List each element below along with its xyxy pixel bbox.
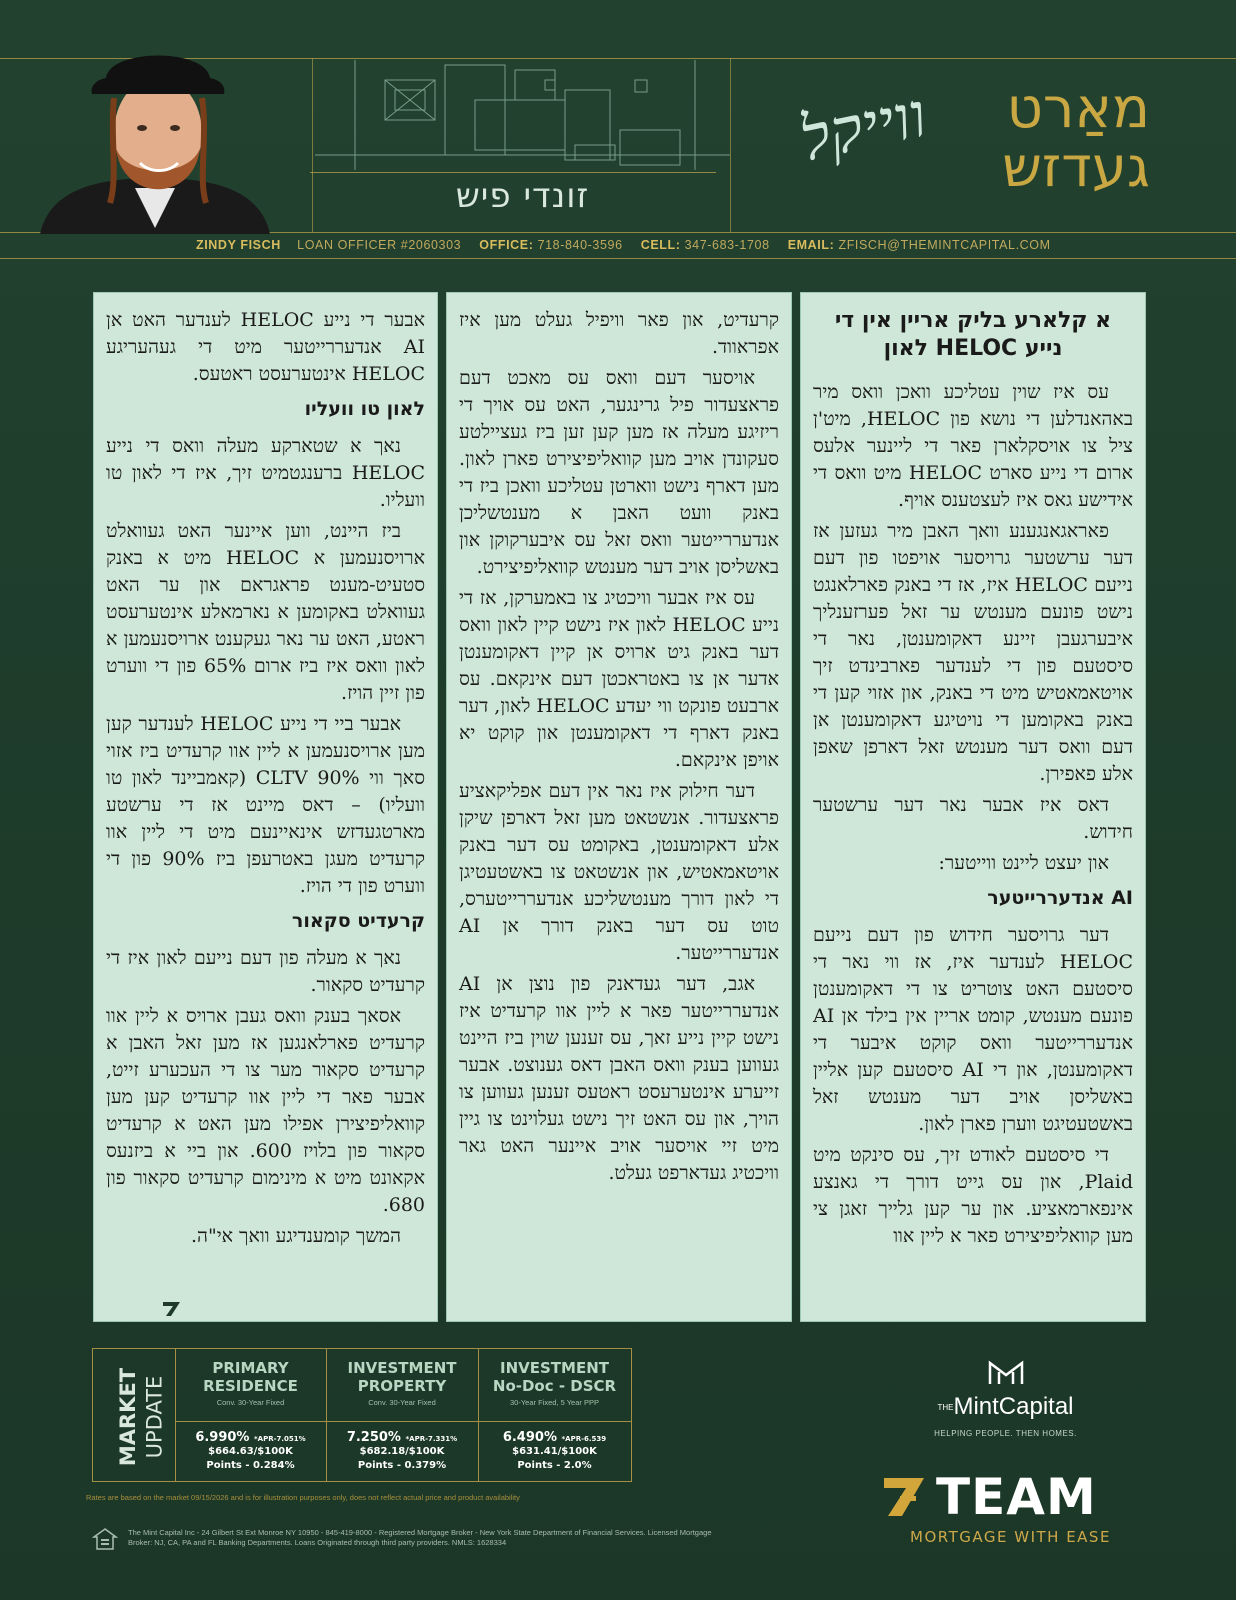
paragraph: אויסער דעם וואס עס מאכט דעם פראצעדור פיל גרינגער, האט עס אויך די ריזיגע מעלה אז מען קען זען ביז געציילטע סעקונדן אויב מען קוואליפיצירט פארן לאון. מען דארף נישט ווארטן עטליכע וואכן ביז די באנק וועט האבן א מענטשליכן אנדעררייטער וואס זאל עס איבערקוקן און באשליסן אויב דער מענטש קוואליפיצירט.	[459, 367, 779, 578]
payment-value: $631.41/$100K	[512, 1446, 597, 1457]
paragraph: קרעדיט, און פאר וויפיל געלט מען איז אפראווד.	[459, 309, 779, 358]
paragraph: אבער די נייע HELOC לענדער האט אן AI אנדעררייטער מיט די געהעריגע HELOC אינטערעסט ראטעס.	[106, 309, 426, 385]
contact-rule	[0, 258, 1236, 259]
rates-disclaimer: Rates are based on the market 09/15/2026 and is for illustration purposes only, does not reflect actual price and product availability	[86, 1493, 520, 1502]
equal-housing-icon	[92, 1527, 118, 1551]
mint-prefix: THE	[937, 1403, 954, 1413]
apr-value: *APR-7.051%	[254, 1435, 306, 1443]
rate-subtitle: Conv. 30-Year Fixed	[216, 1398, 285, 1407]
mint-name-text: MintCapital	[953, 1393, 1074, 1420]
mint-m-icon	[986, 1360, 1026, 1386]
article-heading: א קלארע בליק אריין אין די נייע HELOC לאון	[834, 308, 1112, 361]
paragraph: פאראגאנגענע וואך האבן מיר געזען אז דער ערשטער גרויסער אויפטו פון דעם נייעם HELOC איז, אז די באנק פארלאנגט נישט פונעם מענטש ער זאל פערזענליך איבערגעבן זיינע דאקומענטן, נאר די סיסטעם פון די לענדער פארבינדט זיך אויטאמאטיש מיט די באנק, און אזוי קען די באנק באקומען די נויטיגע דאקומענטן אן דעם וואס דער מענטש זאל דארפן שאפן אלע פאפירן.	[813, 520, 1133, 785]
newsletter-title	[900, 76, 1150, 200]
rate-heading: INVESTMENT	[347, 1359, 457, 1377]
mint-name	[918, 1393, 1093, 1421]
team-name: TEAM	[936, 1468, 1097, 1526]
paragraph: נאך א מעלה פון דעם נייעם לאון איז די קרעדיט סקאור.	[106, 947, 425, 996]
rate-heading: PRIMARY	[212, 1359, 289, 1377]
section-heading: קרעדיט סקאור	[291, 910, 425, 932]
points-value: Points - 0.379%	[357, 1460, 447, 1471]
rate-heading-2: RESIDENCE	[203, 1377, 298, 1395]
apr-value: *APR-7.331%	[405, 1435, 458, 1443]
officer-name-hebrew: זונדי פיש	[455, 176, 590, 216]
rate-column-dscr	[478, 1349, 631, 1481]
legal-footer: The Mint Capital Inc - 24 Gilbert St Ext Monroe NY 10950 - 845-419-8000 - Registered Mortgage Broker - New York State Department of Financial Services. Licensed Mortgage Broker: NJ, CA, PA and FL Banking Departments. Loans Originated through third party providers. NMLS: 1628334	[128, 1528, 712, 1547]
title-script: ווייקל	[793, 77, 933, 176]
rate-value: 6.490%	[502, 1430, 557, 1445]
header-divider-left	[312, 58, 313, 232]
title-line-2: געדזש	[1002, 134, 1150, 200]
paragraph: אבער ביי די נייע HELOC לענדער קען מען ארויסנעמען א ליין אוו קרעדיט ביז אזוי סאך ווי 90% CLTV (קאמביינד לאון טו וועליו) – דאס מיינט אז די ערשטע מארטגעדזש אינאיינעם מיט די ליין אוו קרעדיט מעגן באטרעפן ביז 90% פון די ווערט פון די הויז.	[106, 713, 426, 897]
rate-heading-2: No-Doc - DSCR	[492, 1377, 617, 1395]
article-column-right	[800, 292, 1146, 1322]
rate-column-investment	[326, 1349, 479, 1481]
z-mark-icon	[882, 1474, 928, 1520]
z-team-small-logo	[162, 1300, 182, 1318]
loan-officer-id: LOAN OFFICER #2060303	[297, 238, 462, 252]
paragraph: און יעצט ליינט ווייטער:	[938, 852, 1109, 874]
portrait-photo	[30, 28, 280, 234]
header-rule-mid	[310, 172, 716, 173]
paragraph: עס איז שוין עטליכע וואכן וואס מיר באהאנדלען די נושא פון HELOC, מיט'ן ציל צו אויסקלארן פאר די ליינער אלעס ארום די נייע סארט HELOC מיט וואס די אידישע גאס איז לעצטענס אויף.	[813, 381, 1133, 511]
header-divider-right	[730, 58, 731, 232]
mint-tagline: HELPING PEOPLE. THEN HOMES.	[934, 1429, 1077, 1438]
building-sketch	[315, 60, 730, 170]
points-value: Points - 0.284%	[206, 1460, 295, 1471]
paragraph: אגב, דער געדאנק פון נוצן אן AI אנדעררייטער פאר א ליין אוו קרעדיט איז נישט קיין נייע זאך, עס זענען שוין ביז היינט געווען בענק וואס האבן דאס גענוצט. אבער זייערע אינטערעסט ראטעס זענען געווען צו הויך, און עס האט זיך נישט געלוינט צו גיין מיט זיי אויסער אויב איינער האט גאר וויכטיג געדארפט געלט.	[459, 973, 779, 1184]
market-label-bold: MARKET	[116, 1367, 141, 1467]
office-phone[interactable]: 718-840-3596	[537, 238, 623, 252]
rate-value: 7.250%	[346, 1430, 401, 1445]
mint-capital-logo	[918, 1360, 1093, 1438]
points-value: Points - 2.0%	[517, 1460, 592, 1471]
market-update-label	[93, 1349, 176, 1481]
paragraph: ביז היינט, ווען איינער האט געוואלט ארויסנעמען א HELOC מיט א באנק סטעיט-מענט פראגראם און ער האט געוואלט באקומען א נארמאלע אינטערעסט ראטע, האט ער נאר געקענט ארויסנעמען א לאון וואס איז ביז ארום 65% פון די ווערט פון זיין הויז.	[106, 520, 426, 704]
rate-subtitle: 30-Year Fixed, 5 Year PPP	[510, 1398, 599, 1407]
rate-column-primary	[175, 1349, 327, 1481]
market-label-light: UPDATE	[142, 1375, 167, 1459]
paragraph: דער חילוק איז נאר אין דעם אפליקאציע פראצעדור. אנשטאט מען זאל דארפן שיקן אלע דאקומענטן, באקומט עס דער באנק אויטאמאטיש, און אנשטאט צו באשטעטיגן די לאון דורך מענטשליכע אנדעררייטערס, טוט עס דער באנק דורך אן AI אנדעררייטער.	[459, 780, 779, 964]
cell-phone[interactable]: 347-683-1708	[684, 238, 770, 252]
email-label: EMAIL:	[787, 238, 835, 252]
officer-name: ZINDY FISCH	[196, 238, 281, 252]
paragraph: עס איז אבער וויכטיג צו באמערקן, אז די נייע HELOC לאון איז נישט קיין לאון וואס דער באנק גיט ארויס אן קיין דאקומענטן אדער אן צו באטראכטן דעם אינקאם. עס ארבעט פונקט ווי יעדע HELOC לאון, דער באנק דארף די דאקומענטן און קוקט יא אויפן אינקאם.	[459, 587, 780, 771]
payment-value: $682.18/$100K	[359, 1446, 445, 1457]
paragraph: דאס איז אבער נאר דער ערשטער חידוש.	[813, 794, 1133, 843]
contact-bar	[196, 238, 1065, 252]
article-column-left	[93, 292, 438, 1322]
paragraph: נאך א שטארקע מעלה וואס די נייע HELOC ברענגטמיט זיך, איז די לאון טו וועליו.	[106, 435, 425, 511]
paragraph: דער גרויסער חידוש פון דעם נייעם HELOC לענדער איז, אז ווי נאר די סיסטעם האט צוטריט צו די דאקומענטן פונעם מענטש, קומט אריין אין בילד אן AI אנדעררייטער וואס קוקט איבער די דאקומענטן, און די AI סיסטעם קען אליין באשליסן אויב דער מענטש זאל באשטעטיגט ווערן פארן לאון.	[813, 924, 1133, 1135]
rate-subtitle: Conv. 30-Year Fixed	[368, 1398, 436, 1407]
apr-value: *APR-6.539	[561, 1435, 607, 1443]
paragraph: אסאך בענק וואס געבן ארויס א ליין אוו קרעדיט פארלאנגען אז מען זאל האבן א קרעדיט סקאור מער צו די העכערע זייט, אבער פאר די ליין אוו קרעדיט קען מען קוואליפיצירן אפילו מען האט א קרעדיט סקאור פון בלויז 600. און ביי א ביזנעס אקאונט מיט א מינימום קרעדיט סקאור פון 680.	[106, 1005, 425, 1216]
article-column-middle	[446, 292, 792, 1322]
email-address[interactable]: ZFISCH@THEMINTCAPITAL.COM	[838, 238, 1051, 252]
office-label: OFFICE:	[479, 238, 534, 252]
payment-value: $664.63/$100K	[208, 1446, 293, 1457]
paragraph: די סיסטעם לאודט זיך, עס סינקט מיט Plaid, און עס גייט דורך די גאנצע אינפארמאציע. און ער קען גלייך זאגן צי מען קוואליפיצירט פאר א ליין אוו	[813, 1144, 1133, 1247]
title-line-1: מאַרט	[1006, 76, 1150, 141]
section-heading: לאון טו וועליו	[304, 398, 425, 420]
rate-heading: INVESTMENT	[500, 1359, 609, 1377]
cell-label: CELL:	[640, 238, 681, 252]
market-update-table	[92, 1348, 632, 1482]
team-tagline: MORTGAGE WITH EASE	[910, 1528, 1111, 1546]
z-team-logo	[882, 1468, 1122, 1546]
section-heading: AI אנדעררייטער	[987, 887, 1133, 909]
rate-value: 6.990%	[195, 1430, 250, 1445]
rate-heading-2: PROPERTY	[357, 1377, 447, 1395]
paragraph: המשך קומענדיגע וואך אי"ה.	[190, 1225, 401, 1247]
